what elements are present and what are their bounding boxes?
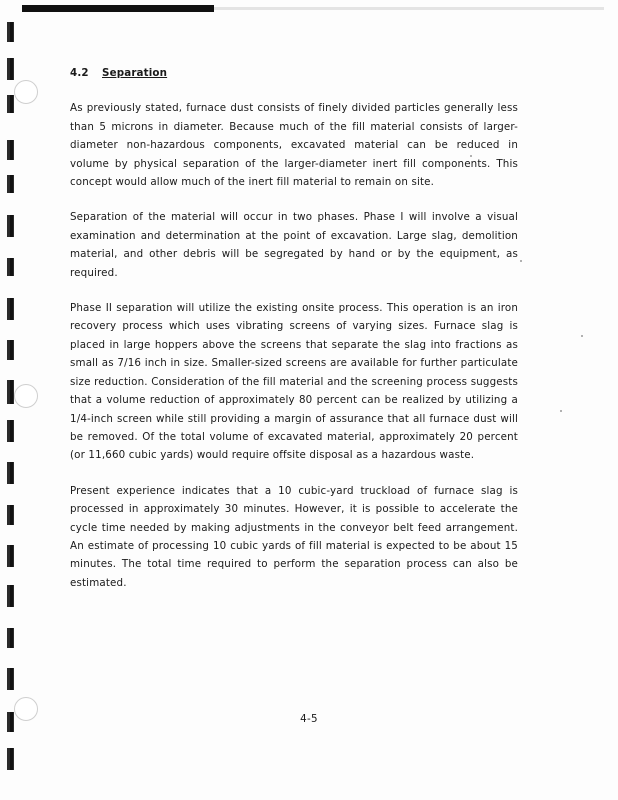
punch-hole (14, 384, 38, 408)
binder-mark (7, 420, 14, 442)
binder-mark (7, 22, 14, 42)
section-heading (70, 64, 518, 82)
binder-mark (7, 140, 14, 160)
page-number: 4-5 (300, 713, 318, 725)
binder-edge (0, 0, 40, 800)
scan-speck (581, 335, 583, 337)
binder-mark (7, 340, 14, 360)
binder-mark (7, 462, 14, 484)
binder-mark (7, 545, 14, 567)
binder-mark (7, 380, 14, 404)
binder-mark (7, 748, 14, 770)
paragraph: Separation of the material will occur in two phases. Phase I will involve a visual examination and determination at the point of excavation. Large slag, demolition material, and other debris will be segregated by hand or by the equipment, as required. (70, 211, 518, 279)
binder-mark (7, 258, 14, 276)
punch-hole (14, 80, 38, 104)
binder-mark (7, 585, 14, 607)
binder-mark (7, 215, 14, 237)
binder-mark (7, 668, 14, 690)
scan-top-streak (214, 7, 604, 10)
section-title: Separation (102, 67, 168, 79)
binder-mark (7, 298, 14, 320)
paragraph: As previously stated, furnace dust consists of finely divided particles generally less than 5 microns in diameter. Because much of the fill material consists of larger-diameter non-hazardous components, excavated material can be reduced in volume by physical separation of the larger-diameter inert fill components. This concept would allow much of the inert fill material to remain on site. (70, 102, 518, 189)
scan-speck (560, 410, 562, 412)
binder-mark (7, 505, 14, 525)
scan-speck (520, 260, 522, 262)
binder-mark (7, 95, 14, 113)
paragraph: Phase II separation will utilize the existing onsite process. This operation is an iron recovery process which uses vibrating screens of varying sizes. Furnace slag is placed in large hoppers above the screens that separate the slag into fractions as small as 7/16 inch in size. Smaller-sized screens are available for further particulate size reduction. Consideration of the fill material and the screening process suggests that a volume reduction of approximately 80 percent can be realized by utilizing a 1/4-inch screen while still providing a margin of assurance that all furnace dust will be removed. Of the total volume of excavated material, approximately 20 percent (or 11,660 cubic yards) would require offsite disposal as a hazardous waste. (70, 302, 518, 462)
section-number: 4.2 (70, 67, 89, 79)
paragraph: Present experience indicates that a 10 cubic-yard truckload of furnace slag is processed in approximately 30 minutes. However, it is possible to accelerate the cycle time needed by making adjustments in the conveyor belt feed arrangement. An estimate of processing 10 cubic yards of fill material is expected to be about 15 minutes. The total time required to perform the separation process can also be estimated. (70, 484, 518, 589)
binder-mark (7, 175, 14, 193)
binder-mark (7, 58, 14, 80)
binder-mark (7, 628, 14, 648)
scan-top-bar (22, 5, 214, 12)
document-body (70, 64, 518, 609)
